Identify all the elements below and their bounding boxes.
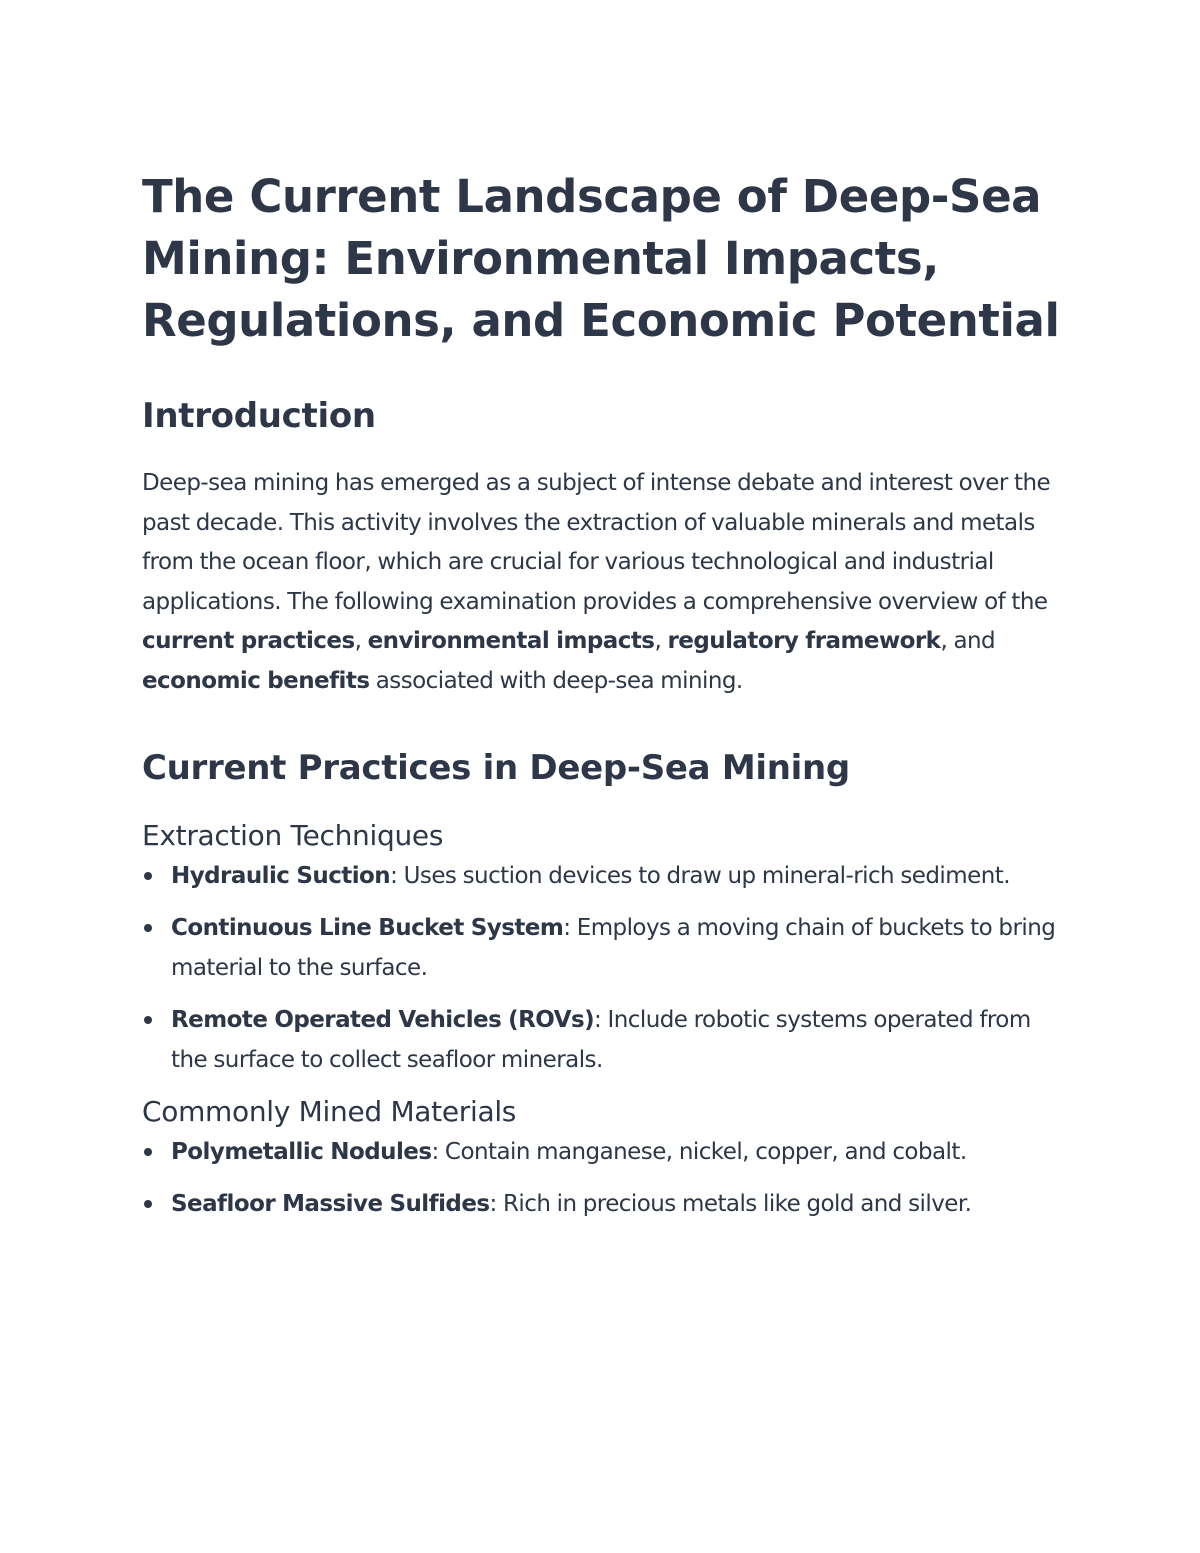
introduction-paragraph xyxy=(142,464,1067,702)
list-item-term: Hydraulic Suction xyxy=(171,862,391,889)
intro-text-5: associated with deep-sea mining. xyxy=(369,667,743,694)
list-item-desc: : Employs a moving chain of buckets to bring material to the surface. xyxy=(171,914,1056,981)
bullet-icon xyxy=(144,872,152,880)
list-item xyxy=(142,1184,1067,1224)
mined-materials-heading: Commonly Mined Materials xyxy=(142,1094,517,1128)
document-page xyxy=(142,166,1067,1224)
bullet-icon xyxy=(144,1148,152,1156)
intro-text-3: , xyxy=(654,628,668,655)
introduction-heading: Introduction xyxy=(142,396,376,436)
list-item-desc: : Include robotic systems operated from the surface to collect seafloor minerals. xyxy=(171,1006,1031,1073)
intro-text-1: Deep-sea mining has emerged as a subject of intense debate and interest over the past decade. This activity involves the extraction of valuable minerals and metals from the ocean floor, which are crucial for various technological and industrial applications. The following examination provides a comprehensive overview of the xyxy=(142,470,1051,615)
bullet-icon xyxy=(144,924,152,932)
intro-bold-economic-benefits: economic benefits xyxy=(142,667,370,694)
mined-materials-list xyxy=(142,1132,1067,1224)
extraction-techniques-heading: Extraction Techniques xyxy=(142,818,444,852)
list-item-term: Seafloor Massive Sulfides xyxy=(171,1190,490,1217)
list-item-desc: : Rich in precious metals like gold and silver. xyxy=(489,1190,972,1217)
list-item xyxy=(142,908,1067,988)
list-item-term: Remote Operated Vehicles (ROVs) xyxy=(171,1006,595,1033)
intro-bold-current-practices: current practices xyxy=(142,628,355,655)
extraction-techniques-list xyxy=(142,856,1067,1080)
intro-bold-environmental-impacts: environmental impacts xyxy=(367,628,655,655)
list-item-desc: : Contain manganese, nickel, copper, and cobalt. xyxy=(431,1138,967,1165)
list-item-term: Continuous Line Bucket System xyxy=(171,914,564,941)
list-item-desc: : Uses suction devices to draw up mineral-rich sediment. xyxy=(390,862,1010,889)
bullet-icon xyxy=(144,1200,152,1208)
list-item xyxy=(142,1132,1067,1172)
list-item xyxy=(142,856,1067,896)
bullet-icon xyxy=(144,1016,152,1024)
intro-text-4: , and xyxy=(940,628,996,655)
current-practices-heading: Current Practices in Deep-Sea Mining xyxy=(142,747,850,788)
document-title: The Current Landscape of Deep-Sea Mining: Environmental Impacts, Regulations, and Economic Potential xyxy=(142,170,1060,347)
list-item xyxy=(142,1000,1067,1080)
intro-text-2: , xyxy=(354,628,368,655)
intro-bold-regulatory-framework: regulatory framework xyxy=(667,628,941,655)
list-item-term: Polymetallic Nodules xyxy=(171,1138,432,1165)
